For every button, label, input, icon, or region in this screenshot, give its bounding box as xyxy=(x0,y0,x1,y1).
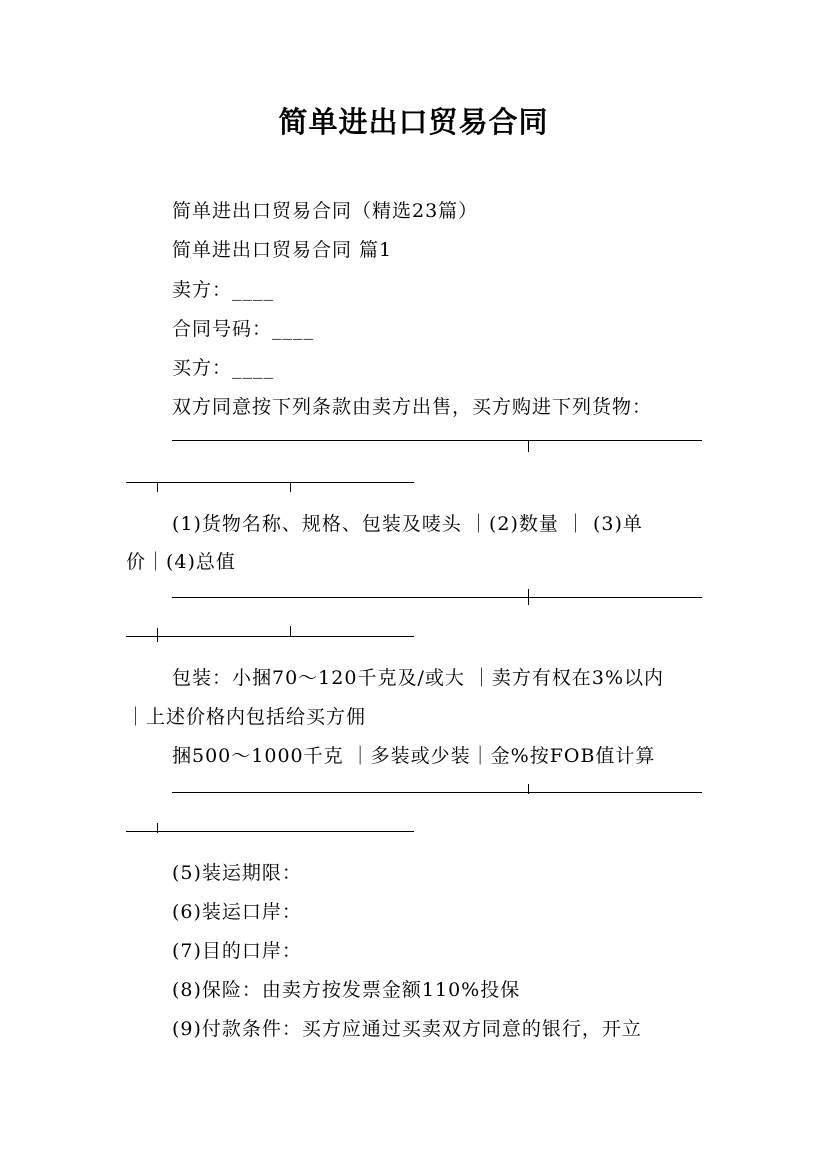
rule-line xyxy=(172,597,702,598)
rule-tick xyxy=(290,626,291,636)
rule-line xyxy=(126,482,414,483)
clause-9: (9)付款条件：买方应通过买卖双方同意的银行，开立 xyxy=(172,1018,642,1040)
document-title: 简单进出口贸易合同 xyxy=(278,105,549,139)
rule-tick xyxy=(157,823,158,833)
rule-tick xyxy=(157,628,158,642)
rule-line xyxy=(126,636,414,637)
intro-paragraph: 双方同意按下列条款由卖方出售，买方购进下列货物： xyxy=(172,396,653,418)
rule-line xyxy=(126,831,414,832)
table-header-row: (1)货物名称、规格、包装及唛头 ｜(2)数量 ｜ (3)单 xyxy=(172,513,643,535)
rule-tick xyxy=(290,482,291,492)
rule-tick xyxy=(157,482,158,492)
rule-tick xyxy=(528,440,529,452)
rule-tick xyxy=(528,784,529,794)
clause-7: (7)目的口岸： xyxy=(172,940,302,962)
packing-row: 包装：小捆70～120千克及/或大 ｜卖方有权在3%以内 xyxy=(172,667,665,689)
packing-row-2: 捆500～1000千克 ｜多装或少装｜金%按FOB值计算 xyxy=(172,745,656,767)
part-heading: 简单进出口贸易合同 篇1 xyxy=(172,239,393,261)
clause-5: (5)装运期限： xyxy=(172,862,302,884)
clause-6: (6)装运口岸： xyxy=(172,901,302,923)
subtitle: 简单进出口贸易合同（精选23篇） xyxy=(172,200,479,222)
table-header-row-cont: 价｜(4)总值 xyxy=(126,551,236,573)
clause-8: (8)保险：由卖方按发票金额110%投保 xyxy=(172,979,521,1001)
seller-line: 卖方：____ xyxy=(172,279,275,301)
buyer-line: 买方：____ xyxy=(172,357,275,379)
packing-row-cont: ｜上述价格内包括给买方佣 xyxy=(126,706,367,728)
rule-line xyxy=(172,440,702,441)
contract-number-line: 合同号码：____ xyxy=(172,318,315,340)
rule-tick xyxy=(528,589,529,605)
rule-line xyxy=(172,792,702,793)
